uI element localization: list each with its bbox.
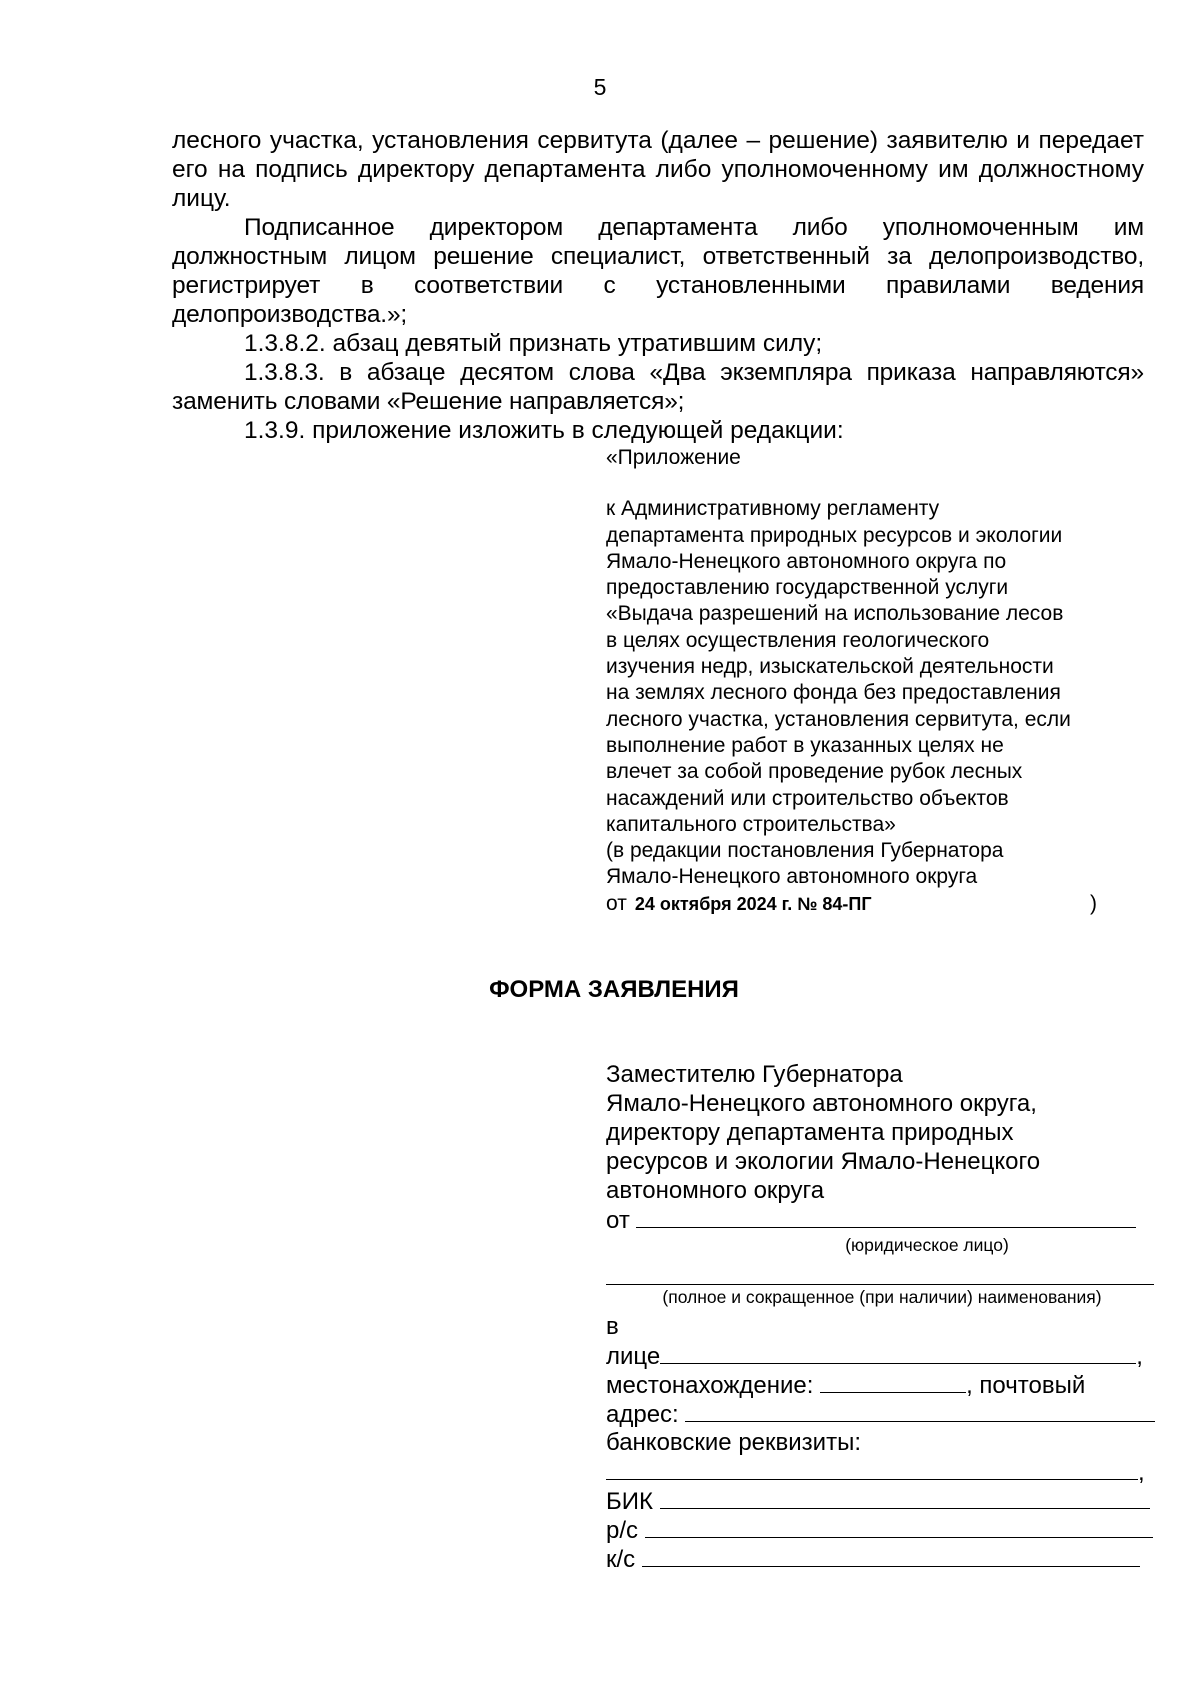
form-title: ФОРМА ЗАЯВЛЕНИЯ [489,976,739,1003]
annex-line: департамента природных ресурсов и экологии [606,523,1063,547]
bank-blank[interactable] [606,1457,1138,1480]
date-suffix: ) [1090,891,1097,915]
annex-line: изучения недр, изыскательской деятельности [606,655,1054,679]
paragraph-1: лесного участка, установления сервитута (далее – решение) заявителю и передает его на подпись директору департамента либо уполномоченному им должностному лицу. [172,127,1144,212]
addressee-line: Ямало-Ненецкого автономного округа, [606,1090,1037,1117]
ks-label: к/с [606,1546,636,1573]
annex-line: Ямало-Ненецкого автономного округа по [606,549,1007,573]
annex-line: на землях лесного фонда без предоставления [606,681,1061,705]
annex-line: в целях осуществления геологического [606,628,990,652]
entity-name-blank[interactable] [606,1260,1154,1285]
annex-date-line [606,891,1166,919]
annex-line: предоставлению государственной услуги [606,576,1009,600]
main-text [172,126,1144,445]
postal-label: , почтовый [966,1372,1086,1399]
page-number: 5 [593,74,607,100]
ks-field[interactable] [606,1544,1158,1573]
bank-suffix: , [1138,1459,1145,1486]
date-prefix: от [606,891,627,915]
annex-line: выполнение работ в указанных целях не [606,733,1004,757]
rs-blank[interactable] [645,1515,1153,1538]
ks-blank[interactable] [642,1544,1140,1567]
bik-label: БИК [606,1488,653,1515]
address-field[interactable] [606,1399,1158,1428]
annex-line: влечет за собой проведение рубок лесных [606,760,1023,784]
from-field[interactable] [606,1205,1158,1234]
paragraph-2: Подписанное директором департамента либо уполномоченным им должностным лицом решение специалист, ответственный за делопроизводство, регистрирует в соответствии с установленными правилами ведения делопроизводства.»; [172,214,1144,328]
from-label: от [606,1207,630,1234]
rs-label: р/с [606,1517,639,1544]
annex-line: лесного участка, установления сервитута, если [606,707,1071,731]
address-blank[interactable] [685,1399,1155,1422]
rs-field[interactable] [606,1515,1158,1544]
annex-line: Ямало-Ненецкого автономного округа [606,865,978,889]
addressee-line: директору департамента природных [606,1119,1014,1146]
addressee-block [606,1060,1158,1573]
location-label: местонахождение: [606,1372,814,1399]
annex-line: «Выдача разрешений на использование лесов [606,602,1064,626]
addressee-line: Заместителю Губернатора [606,1061,903,1088]
person-field[interactable] [606,1341,1158,1370]
address-label: адрес: [606,1401,679,1428]
paragraph-5: 1.3.9. приложение изложить в следующей редакции: [244,417,844,444]
paragraph-3: 1.3.8.2. абзац девятый признать утратившим силу; [244,330,823,357]
from-blank[interactable] [636,1205,1136,1228]
decree-date: 24 октября 2024 г. № 84-ПГ [634,893,872,914]
person-suffix: , [1136,1343,1143,1370]
annex-line: капитального строительства» [606,812,896,836]
location-field[interactable] [606,1370,1158,1399]
location-blank[interactable] [820,1370,966,1393]
legal-entity-note: (юридическое лицо) [845,1235,1009,1255]
bank-label: банковские реквизиты: [606,1429,861,1456]
annex-header [606,445,1166,919]
addressee-line: ресурсов и экологии Ямало-Ненецкого [606,1148,1041,1175]
person-blank[interactable] [660,1341,1136,1364]
paragraph-4: 1.3.8.3. в абзаце десятом слова «Два экземпляра приказа направляются» заменить словами «Решение направляется»; [172,359,1144,415]
bank-field[interactable] [606,1457,1158,1486]
annex-line: к Административному регламенту [606,497,940,521]
bik-field[interactable] [606,1486,1158,1515]
annex-line: (в редакции постановления Губернатора [606,839,1004,863]
annex-heading: «Приложение [606,446,741,469]
entity-name-note: (полное и сокращенное (при наличии) наименования) [662,1287,1102,1307]
annex-line: насаждений или строительство объектов [606,786,1009,810]
in-label: в [606,1313,619,1340]
person-label: лице [606,1343,661,1370]
bik-blank[interactable] [660,1486,1150,1509]
addressee-line: автономного округа [606,1177,825,1204]
